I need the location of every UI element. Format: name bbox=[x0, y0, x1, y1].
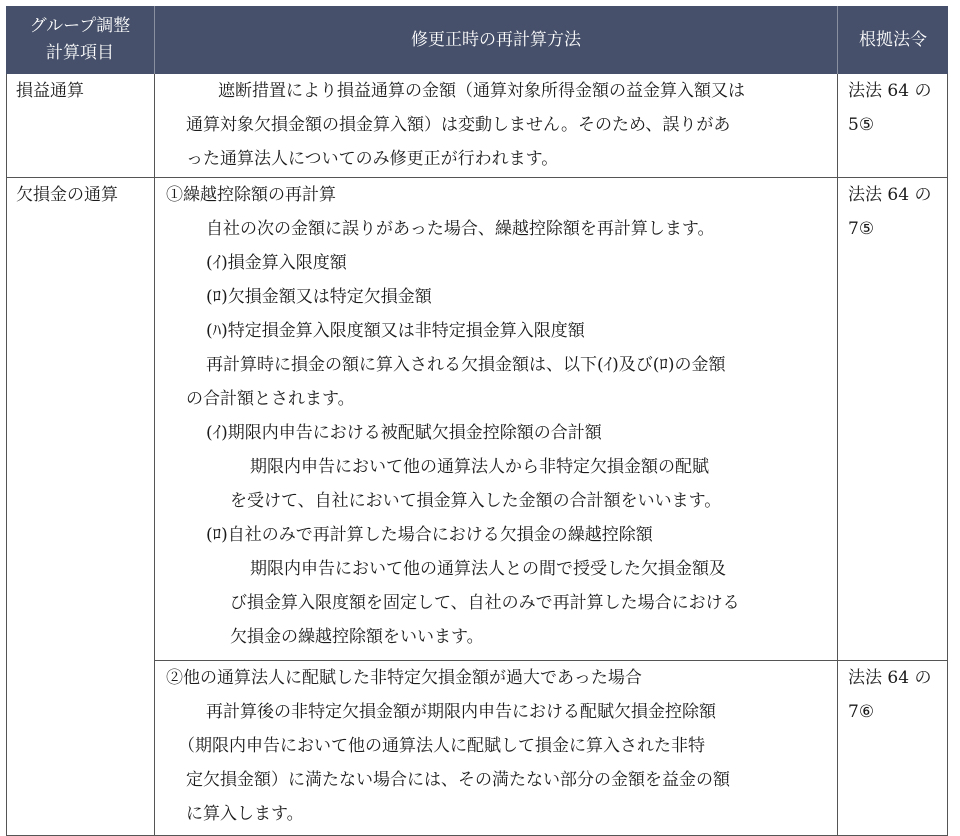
method-line: 通算対象欠損金額の損金算入額）は変動しません。そのため、誤りがあ bbox=[186, 115, 731, 135]
item-label: 欠損金の通算 bbox=[16, 185, 118, 205]
method-line: び損金算入限度額を固定して、自社のみで再計算した場合における bbox=[230, 593, 740, 613]
header-legal-basis: 根拠法令 bbox=[837, 6, 948, 74]
header-adjustment-item bbox=[6, 6, 154, 74]
grid-line bbox=[947, 74, 948, 836]
method-line: の合計額とされます。 bbox=[186, 389, 355, 409]
law-line: 5⑤ bbox=[848, 115, 875, 135]
method-line: を受けて、自社において損金算入した金額の合計額をいいます。 bbox=[230, 491, 722, 511]
method-line: った通算法人についてのみ修更正が行われます。 bbox=[186, 149, 559, 169]
method-line: 期限内申告において他の通算法人から非特定欠損金額の配賦 bbox=[250, 457, 709, 477]
method-line: 定欠損金額）に満たない場合には、その満たない部分の金額を益金の額 bbox=[186, 770, 730, 790]
law-line: 法法 64 の bbox=[848, 81, 932, 101]
header-recalc-method: 修更正時の再計算方法 bbox=[154, 6, 837, 74]
method-line: (ｲ)期限内申告における被配賦欠損金控除額の合計額 bbox=[206, 423, 602, 443]
method-line: ②他の通算法人に配賦した非特定欠損金額が過大であった場合 bbox=[166, 668, 642, 688]
method-line: (ｲ)損金算入限度額 bbox=[206, 253, 347, 273]
row-divider bbox=[6, 177, 948, 178]
method-line: (ﾛ)欠損金額又は特定欠損金額 bbox=[206, 287, 432, 307]
law-line: 法法 64 の bbox=[848, 185, 932, 205]
method-line: (ﾊ)特定損金算入限度額又は非特定損金算入限度額 bbox=[206, 321, 585, 341]
grid-line bbox=[837, 74, 838, 836]
method-line: 遮断措置により損益通算の金額（通算対象所得金額の益金算入額又は bbox=[218, 81, 745, 101]
header-line: 計算項目 bbox=[45, 43, 114, 63]
method-line: ①繰越控除額の再計算 bbox=[166, 185, 336, 205]
law-line: 法法 64 の bbox=[848, 668, 932, 688]
law-line: 7⑥ bbox=[848, 702, 875, 722]
item-label: 損益通算 bbox=[16, 81, 84, 101]
header-line: グループ調整 bbox=[29, 16, 131, 36]
law-line: 7⑤ bbox=[848, 219, 875, 239]
method-line: (ﾛ)自社のみで再計算した場合における欠損金の繰越控除額 bbox=[206, 525, 653, 545]
method-line: （期限内申告において他の通算法人に配賦して損金に算入された非特 bbox=[178, 736, 705, 756]
grid-line bbox=[6, 74, 7, 836]
method-line: 期限内申告において他の通算法人との間で授受した欠損金額及 bbox=[250, 559, 726, 579]
method-line: 再計算時に損金の額に算入される欠損金額は、以下(ｲ)及び(ﾛ)の金額 bbox=[206, 355, 726, 375]
method-line: 再計算後の非特定欠損金額が期限内申告における配賦欠損金控除額 bbox=[206, 702, 716, 722]
method-line: 自社の次の金額に誤りがあった場合、繰越控除額を再計算します。 bbox=[206, 219, 715, 239]
grid-line bbox=[154, 74, 155, 836]
method-line: 欠損金の繰越控除額をいいます。 bbox=[230, 627, 484, 647]
method-line: に算入します。 bbox=[186, 804, 304, 824]
